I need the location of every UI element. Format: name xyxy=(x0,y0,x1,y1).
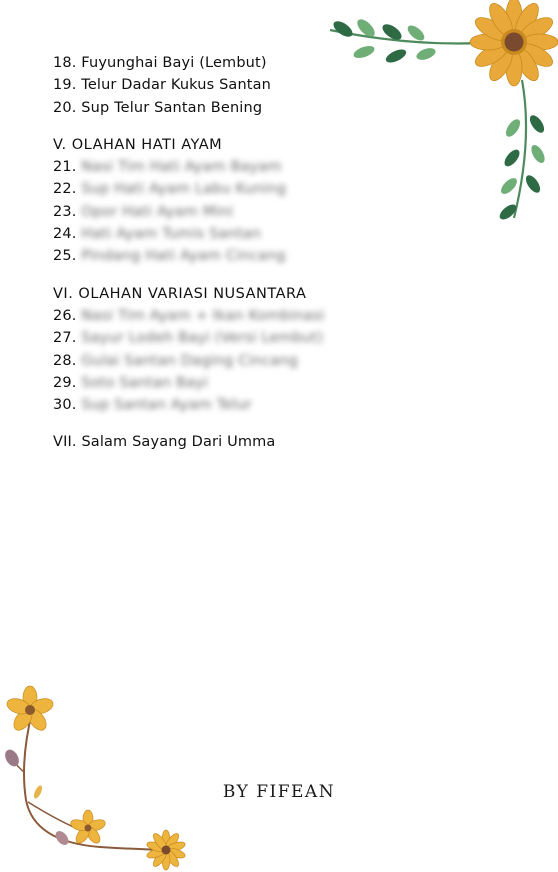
toc-item: 28. Gulai Santan Daging Cincang xyxy=(53,350,373,372)
toc-item: 18. Fuyunghai Bayi (Lembut) xyxy=(53,55,267,71)
section-heading-salam: VII. Salam Sayang Dari Umma xyxy=(53,434,276,451)
blurred-title: Sayur Lodeh Bayi (Versi Lembut) xyxy=(81,330,324,347)
toc-item: 24. Hati Ayam Tumis Santan xyxy=(53,223,373,245)
toc-item: 26. Nasi Tim Ayam + Ikan Kombinasi xyxy=(53,305,373,327)
toc-item: 19. Telur Dadar Kukus Santan xyxy=(53,77,272,94)
blurred-title: Sup Santan Ayam Telur xyxy=(81,397,252,414)
blurred-title: Hati Ayam Tumis Santan xyxy=(81,226,262,243)
section-heading-hati-ayam: V. OLAHAN HATI AYAM xyxy=(53,136,223,153)
bud-icon xyxy=(2,747,71,847)
vine-icon xyxy=(497,80,547,222)
toc-item: 27. Sayur Lodeh Bayi (Versi Lembut) xyxy=(53,327,373,349)
blurred-title: Soto Santan Bayi xyxy=(81,374,209,391)
toc-item: 29. Soto Santan Bayi xyxy=(53,372,373,394)
sunflower-icon xyxy=(69,810,106,846)
blurred-title: Pindang Hati Ayam Cincang xyxy=(81,248,286,265)
author-credit: BY FIFEAN xyxy=(222,782,336,802)
sunflower-icon xyxy=(470,0,558,86)
blurred-title: Gulai Santan Daging Cincang xyxy=(81,352,298,369)
toc-item: 25. Pindang Hati Ayam Cincang xyxy=(53,245,373,267)
toc-item: 22. Sup Hati Ayam Labu Kuning xyxy=(53,178,373,200)
blurred-title: Sup Hati Ayam Labu Kuning xyxy=(81,181,287,198)
toc-item: 21. Nasi Tim Hati Ayam Bayam xyxy=(53,156,373,178)
blurred-title: Opor Hati Ayam Mini xyxy=(81,203,234,220)
toc-item: 30. Sup Santan Ayam Telur xyxy=(53,394,373,416)
toc-item: 20. Sup Telur Santan Bening xyxy=(53,99,263,116)
section-heading-variasi-nusantara: VI. OLAHAN VARIASI NUSANTARA xyxy=(53,285,307,302)
toc-item: 23. Opor Hati Ayam Mini xyxy=(53,201,373,223)
floral-decoration-bottom-left xyxy=(0,682,200,872)
blurred-title: Nasi Tim Ayam + Ikan Kombinasi xyxy=(81,307,325,324)
table-of-contents xyxy=(53,52,373,454)
sunflower-icon xyxy=(5,686,55,734)
blurred-title: Nasi Tim Hati Ayam Bayam xyxy=(81,159,282,176)
